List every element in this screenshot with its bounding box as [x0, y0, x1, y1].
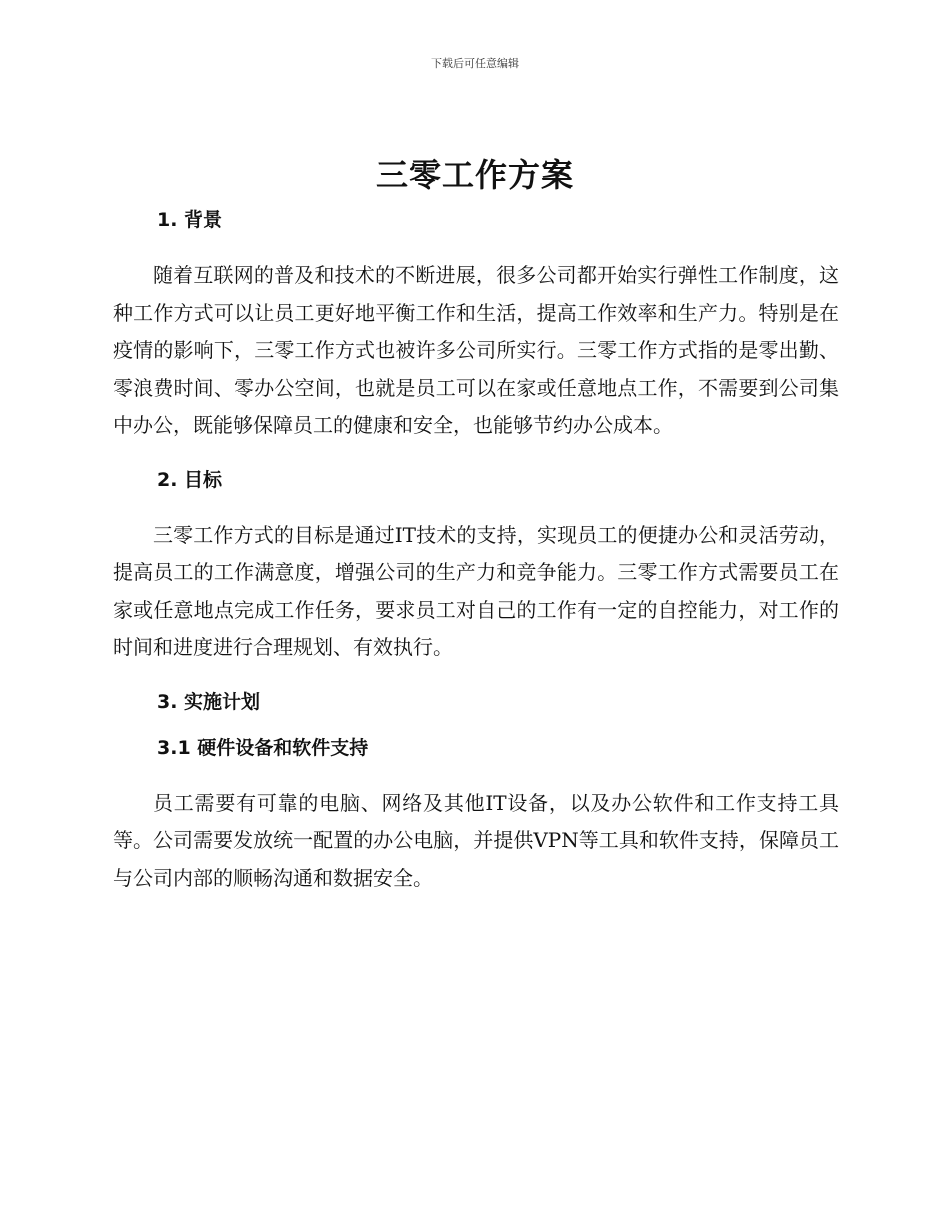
document-body	[113, 205, 839, 897]
section-paragraph-goal: 三零工作方式的目标是通过IT技术的支持，实现员工的便捷办公和灵活劳动，提高员工的工作满意度，增强公司的生产力和竞争能力。三零工作方式需要员工在家或任意地点完成工作任务，要求员工对自己的工作有一定的自控能力，对工作的时间和进度进行合理规划、有效执行。	[113, 522, 839, 659]
section-heading-goal: 2. 目标	[157, 468, 223, 491]
subsection-heading-hardware-software: 3.1 硬件设备和软件支持	[157, 736, 369, 759]
subsection-paragraph-hardware-software: 员工需要有可靠的电脑、网络及其他IT设备，以及办公软件和工作支持工具等。公司需要发放统一配置的办公电脑，并提供VPN等工具和软件支持，保障员工与公司内部的顺畅沟通和数据安全。	[113, 790, 839, 890]
section-heading-plan: 3. 实施计划	[157, 690, 261, 713]
header-note: 下载后可任意编辑	[431, 57, 519, 70]
section-paragraph-background: 随着互联网的普及和技术的不断进展，很多公司都开始实行弹性工作制度，这种工作方式可以让员工更好地平衡工作和生活，提高工作效率和生产力。特别是在疫情的影响下，三零工作方式也被许多公司所实行。三零工作方式指的是零出勤、零浪费时间、零办公空间，也就是员工可以在家或任意地点工作，不需要到公司集中办公，既能够保障员工的健康和安全，也能够节约办公成本。	[113, 263, 839, 437]
section-heading-background: 1. 背景	[157, 209, 223, 231]
document-title: 三零工作方案	[375, 156, 574, 194]
